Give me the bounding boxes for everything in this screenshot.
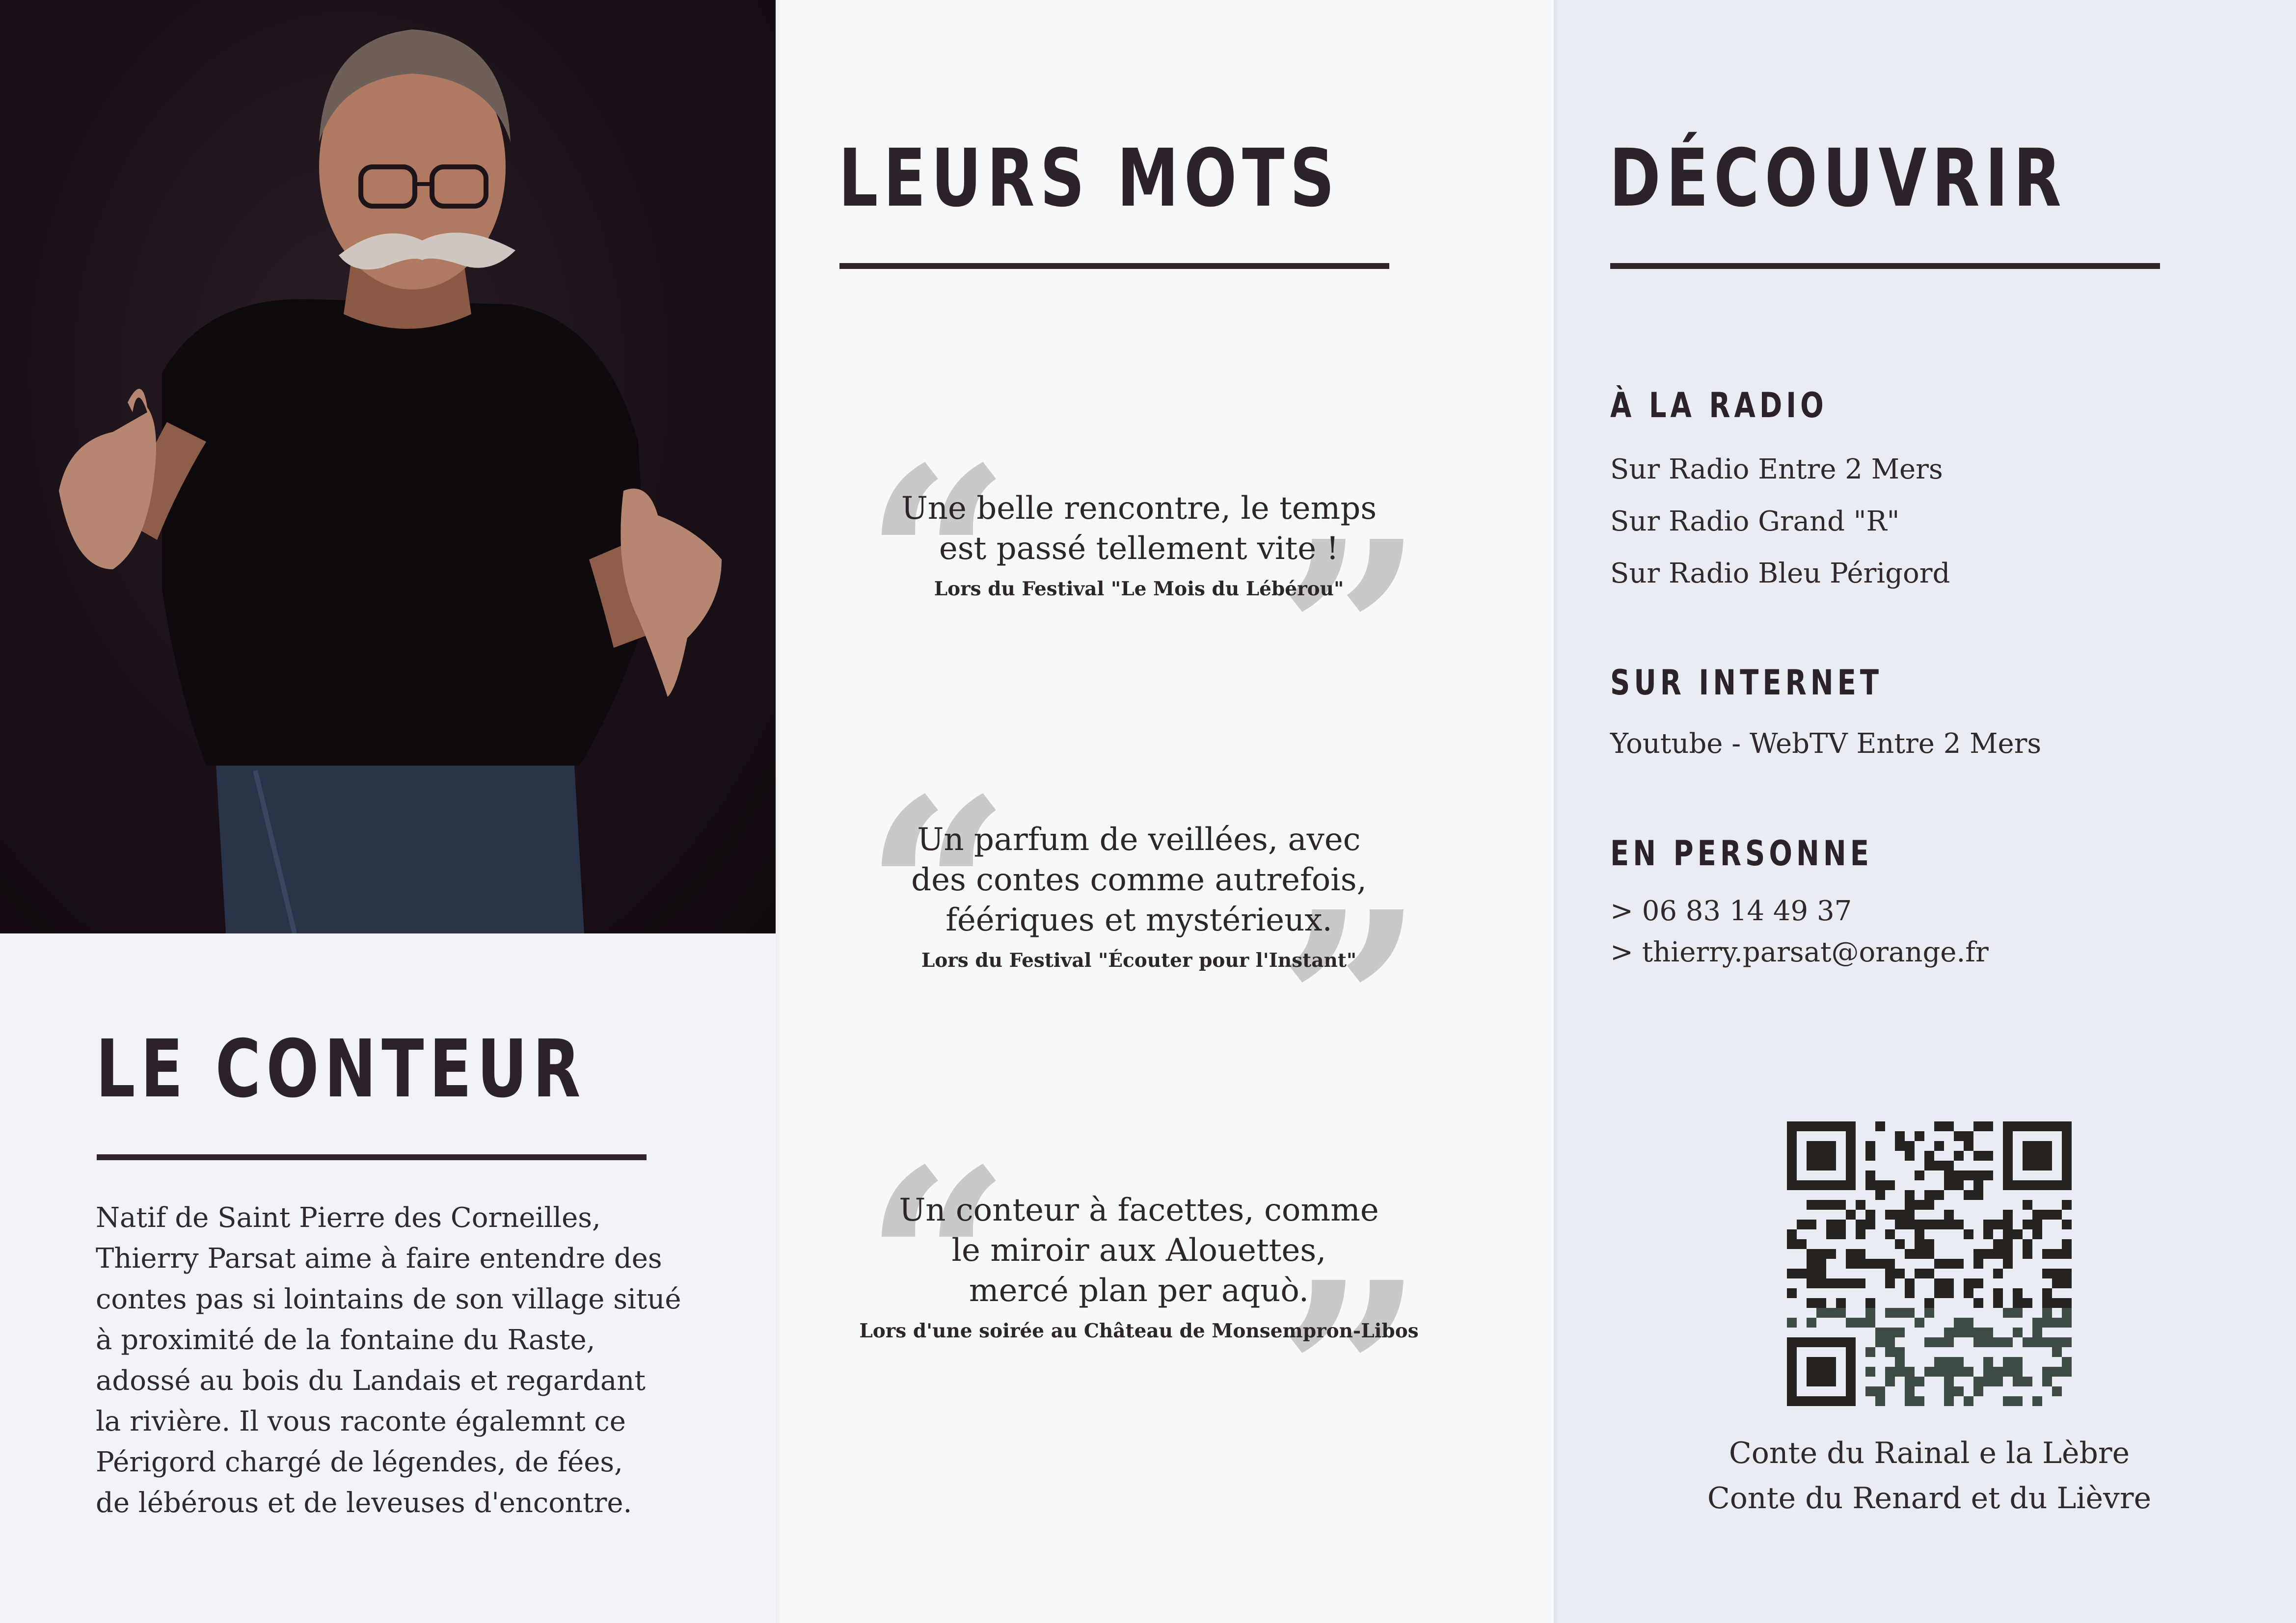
quote-line: Un conteur à facettes, comme [899,1192,1379,1228]
caption-line: Conte du Renard et du Lièvre [1707,1481,2152,1516]
contact-list [1610,891,1989,973]
bio-line: la rivière. Il vous raconte égalemnt ce [96,1406,626,1437]
open-quote-icon: “ [864,412,1011,712]
subheading-radio: À LA RADIO [1610,385,1828,426]
quote-line: est passé tellement vite ! [939,531,1339,567]
fold-line [776,0,781,1623]
testimonial-quote [835,412,1443,785]
qr-code-icon [1787,1121,2072,1406]
close-quote-icon: ” [1276,1226,1424,1526]
email-address: > thierry.parsat@orange.fr [1610,936,1989,968]
storyteller-biography [96,1197,734,1523]
fold-line [1554,0,1559,1623]
quote-line: le miroir aux Alouettes, [951,1232,1326,1269]
title-underline [1610,263,2160,269]
bio-line: contes pas si lointains de son village situé [96,1283,681,1315]
qr-caption [1605,1431,2253,1521]
list-item: Sur Radio Grand "R" [1610,506,1900,537]
radio-list [1610,444,1950,600]
subheading-internet: SUR INTERNET [1610,663,1883,703]
close-quote-icon: ” [1276,856,1424,1156]
list-item: Sur Radio Entre 2 Mers [1610,453,1943,485]
section-title-decouvrir: DÉCOUVRIR [1609,133,2067,225]
caption-line: Conte du Rainal e la Lèbre [1729,1436,2130,1470]
quote-text [835,1190,1443,1311]
bio-line: de lébérous et de leveuses d'encontre. [96,1487,632,1519]
title-underline [97,1154,647,1160]
list-item: Sur Radio Bleu Périgord [1610,558,1950,589]
storyteller-illustration [0,0,776,933]
list-item: Youtube - WebTV Entre 2 Mers [1610,728,2042,760]
quote-line: mercé plan per aquò. [969,1273,1309,1309]
quote-source: Lors du Festival "Écouter pour l'Instant" [921,949,1357,972]
bio-line: Périgord chargé de légendes, de fées, [96,1446,623,1478]
open-quote-icon: “ [864,1114,1011,1413]
section-title-leurs-mots: LEURS MOTS [838,133,1340,225]
testimonial-quote [835,1114,1443,1526]
quote-line: Une belle rencontre, le temps [901,490,1377,527]
bio-line: à proximité de la fontaine du Raste, [96,1324,595,1356]
title-underline [839,263,1389,269]
panel-le-conteur [0,0,776,1623]
subheading-en-personne: EN PERSONNE [1610,833,1873,874]
quote-line: féériques et mystérieux. [945,902,1332,938]
internet-list [1610,718,2041,770]
quote-line: des contes comme autrefois, [911,862,1367,898]
quote-text [835,488,1443,569]
quote-line: Un parfum de veillées, avec [917,822,1361,858]
open-quote-icon: “ [864,743,1011,1043]
bio-line: adossé au bois du Landais et regardant [96,1365,646,1397]
page-title-le-conteur: LE CONTEUR [96,1023,586,1116]
quote-text [835,820,1443,940]
quote-source: Lors d'une soirée au Château de Monsempron-Libos [859,1320,1419,1342]
bio-line: Thierry Parsat aime à faire entendre des [96,1243,662,1275]
testimonial-quote [835,743,1443,1156]
storyteller-photo [0,0,776,933]
phone-number: > 06 83 14 49 37 [1610,895,1852,927]
close-quote-icon: ” [1276,485,1424,785]
quote-source: Lors du Festival "Le Mois du Lébérou" [934,578,1344,600]
bio-line: Natif de Saint Pierre des Corneilles, [96,1202,601,1234]
